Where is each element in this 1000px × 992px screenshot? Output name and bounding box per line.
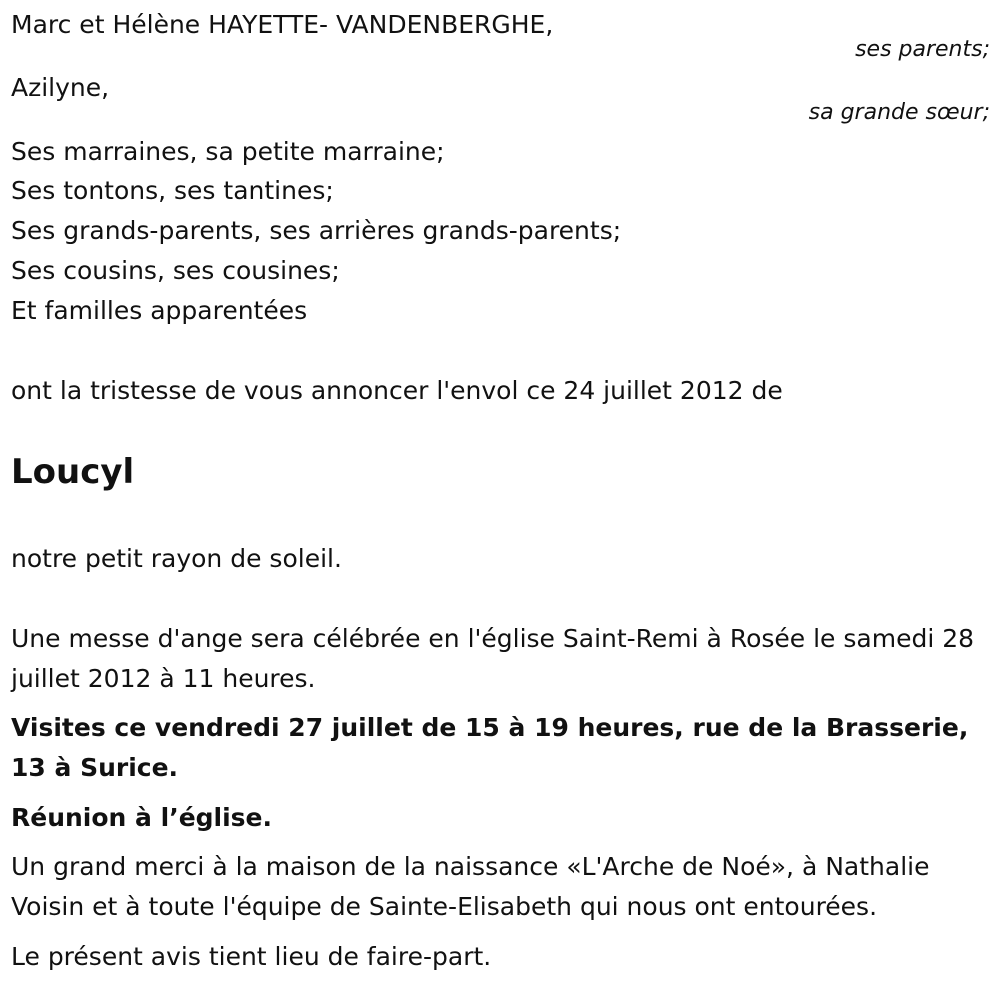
parents-names: Marc et Hélène HAYETTE- VANDENBERGHE, (11, 10, 554, 39)
mass-information: Une messe d'ange sera célébrée en l'église Saint-Remi à Rosée le samedi 28 juillet 2012 à 11 heures. (11, 624, 975, 693)
church-meeting: Réunion à l’église. (11, 803, 273, 832)
sister-name: Azilyne, (11, 73, 110, 102)
visits-information: Visites ce vendredi 27 juillet de 15 à 19 heures, rue de la Brasserie, 13 à Surice. (11, 713, 969, 782)
subtitle-text: notre petit rayon de soleil. (11, 544, 342, 573)
announcement-text: ont la tristesse de vous annoncer l'envol ce 24 juillet 2012 de (11, 376, 783, 405)
deceased-name: Loucyl (11, 452, 135, 492)
closing-note: Le présent avis tient lieu de faire-part. (11, 942, 492, 971)
sister-role: sa grande sœur; (808, 100, 990, 125)
thanks-message: Un grand merci à la maison de la naissance «L'Arche de Noé», à Nathalie Voisin et à toute l'équipe de Sainte-Elisabeth qui nous ont entourées. (11, 852, 930, 921)
parents-role: ses parents; (855, 37, 990, 62)
family-line-uncles-aunts: Ses tontons, ses tantines; (11, 176, 334, 205)
family-line-godmothers: Ses marraines, sa petite marraine; (11, 137, 445, 166)
family-line-cousins: Ses cousins, ses cousines; (11, 256, 340, 285)
family-line-relatives: Et familles apparentées (11, 296, 308, 325)
family-line-grandparents: Ses grands-parents, ses arrières grands-parents; (11, 216, 622, 245)
